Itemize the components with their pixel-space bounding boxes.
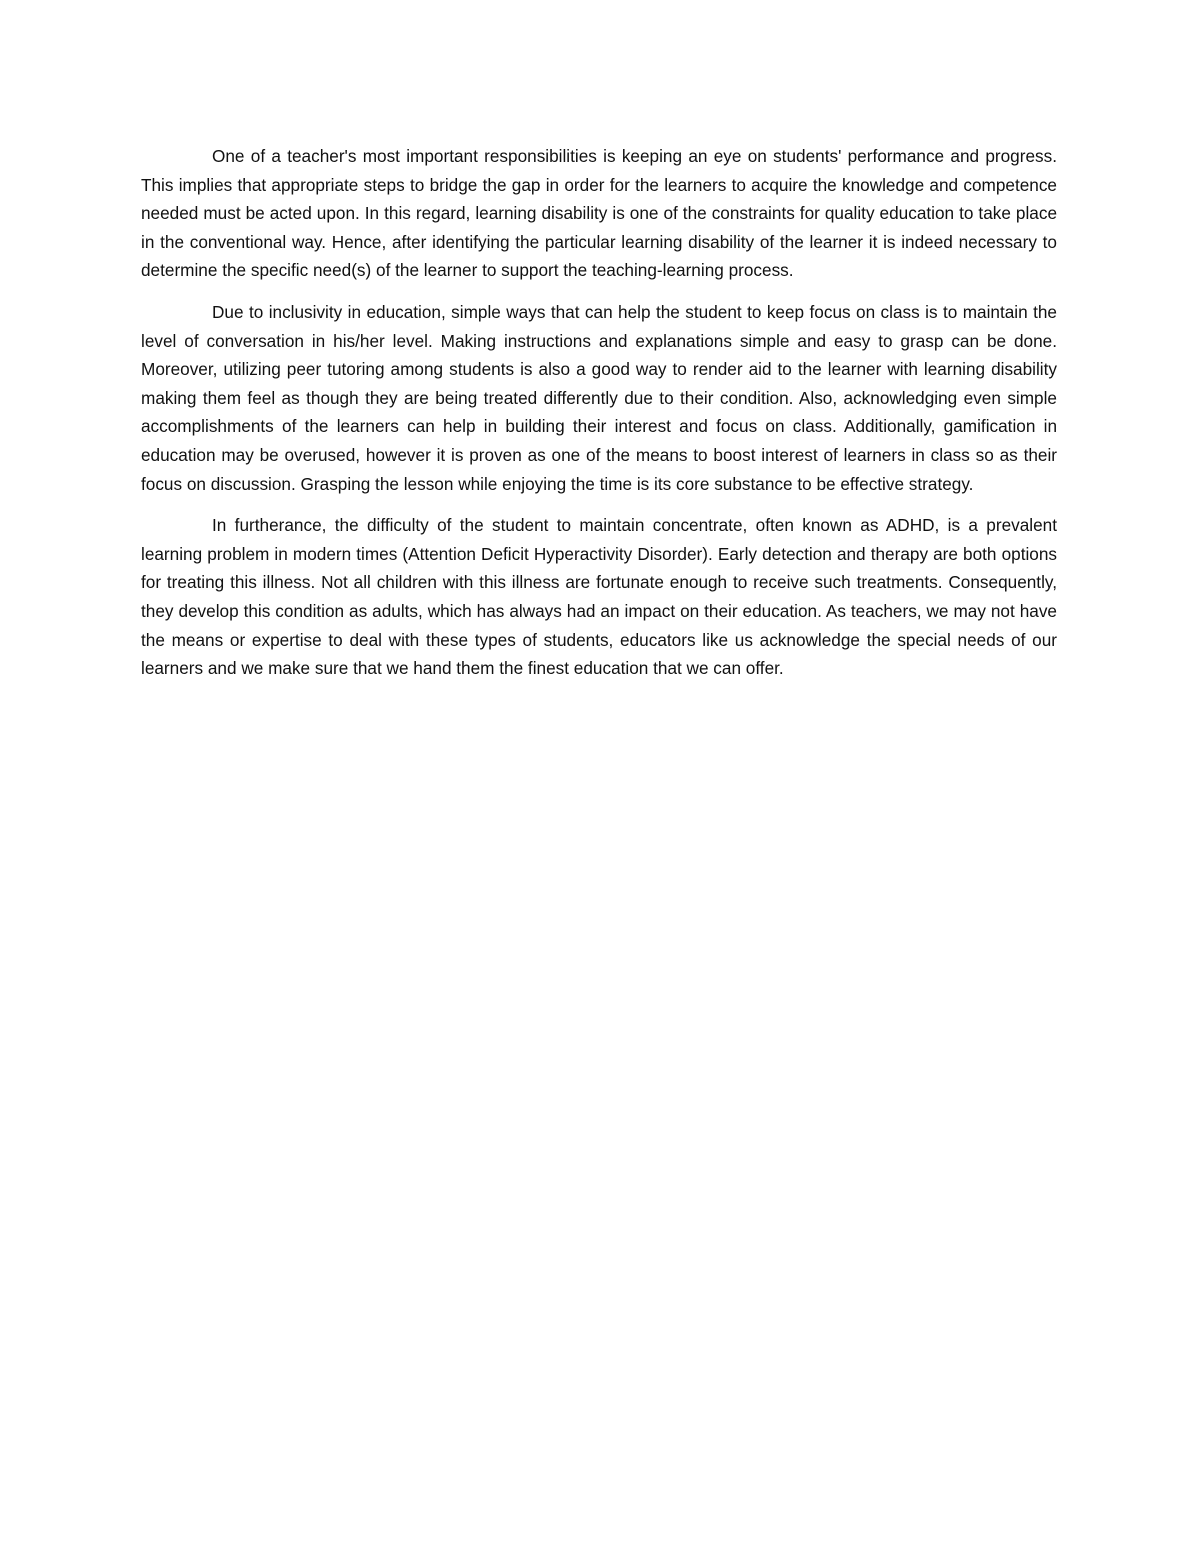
document-body (141, 142, 1057, 696)
paragraph-1: One of a teacher's most important responsibilities is keeping an eye on students' performance and progress. This implies that appropriate steps to bridge the gap in order for the learners to acquire the knowledge and competence needed must be acted upon. In this regard, learning disability is one of the constraints for quality education to take place in the conventional way. Hence, after identifying the particular learning disability of the learner it is indeed necessary to determine the specific need(s) of the learner to support the teaching-learning process. (141, 146, 1057, 281)
paragraph-3: In furtherance, the difficulty of the student to maintain concentrate, often known as ADHD, is a prevalent learning problem in modern times (Attention Deficit Hyperactivity Disorder). Early detection and therapy are both options for treating this illness. Not all children with this illness are fortunate enough to receive such treatments. Consequently, they develop this condition as adults, which has always had an impact on their education. As teachers, we may not have the means or expertise to deal with these types of students, educators like us acknowledge the special needs of our learners and we make sure that we hand them the finest education that we can offer. (141, 515, 1057, 679)
paragraph-2: Due to inclusivity in education, simple ways that can help the student to keep focus on class is to maintain the level of conversation in his/her level. Making instructions and explanations simple and easy to grasp can be done. Moreover, utilizing peer tutoring among students is also a good way to render aid to the learner with learning disability making them feel as though they are being treated differently due to their condition. Also, acknowledging even simple accomplishments of the learners can help in building their interest and focus on class. Additionally, gamification in education may be overused, however it is proven as one of the means to boost interest of learners in class so as their focus on discussion. Grasping the lesson while enjoying the time is its core substance to be effective strategy. (141, 301, 1057, 494)
